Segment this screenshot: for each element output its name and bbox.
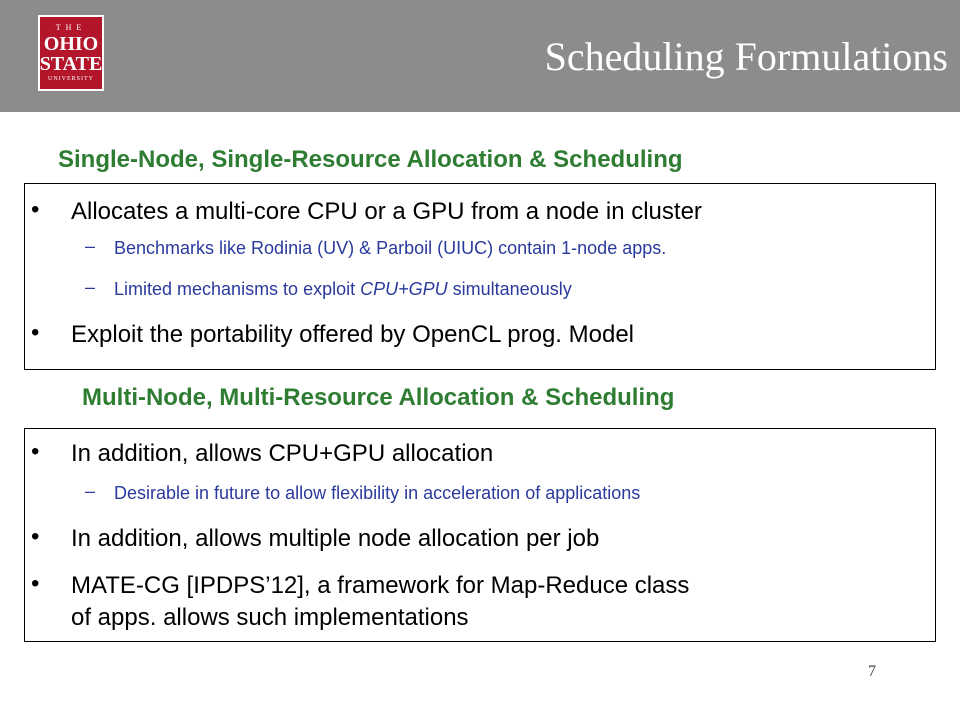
sub-text-part: Limited mechanisms to exploit <box>114 279 361 299</box>
sub-bullet-text: Desirable in future to allow flexibility in acceleration of applications <box>114 483 641 503</box>
bullet-text: In addition, allows CPU+GPU allocation <box>71 440 494 467</box>
bullet-text-line: of apps. allows such implementations <box>71 604 469 631</box>
logo-text-university: UNIVERSITY <box>48 76 94 82</box>
logo-text-state: STATE <box>39 53 103 75</box>
dash-glyph: – <box>85 236 96 256</box>
multi-node-content-box <box>24 428 936 642</box>
bullet-text: Allocates a multi-core CPU or a GPU from a node in cluster <box>71 198 702 225</box>
bullet-glyph: • <box>31 570 40 597</box>
bullet-text-line: MATE-CG [IPDPS’12], a framework for Map-Reduce class <box>71 572 690 599</box>
sub-text-part: simultaneously <box>447 279 572 299</box>
bullet-glyph: • <box>31 196 40 223</box>
single-node-content-box <box>24 183 936 370</box>
dash-glyph: – <box>85 481 96 501</box>
section-heading-multi-node: Multi-Node, Multi-Resource Allocation & Scheduling <box>82 384 675 411</box>
page-number: 7 <box>868 663 876 680</box>
bullet-glyph: • <box>31 523 40 550</box>
bullet-text: In addition, allows multiple node allocation per job <box>71 525 600 552</box>
bullet-glyph: • <box>31 319 40 346</box>
dash-glyph: – <box>85 277 96 297</box>
logo-text-the: THE <box>55 23 87 32</box>
sub-bullet-text: Benchmarks like Rodinia (UV) & Parboil (UIUC) contain 1-node apps. <box>114 238 667 258</box>
sub-text-emphasis: CPU+GPU <box>360 279 448 299</box>
slide-title: Scheduling Formulations <box>544 34 948 79</box>
section-heading-single-node: Single-Node, Single-Resource Allocation & Scheduling <box>58 146 683 173</box>
ohio-state-logo <box>38 15 104 91</box>
bullet-glyph: • <box>31 438 40 465</box>
sub-bullet-text <box>114 277 572 301</box>
logo-text-ohio: OHIO <box>43 33 99 55</box>
header-bar <box>0 0 960 112</box>
bullet-text: Exploit the portability offered by OpenCL prog. Model <box>71 321 634 348</box>
